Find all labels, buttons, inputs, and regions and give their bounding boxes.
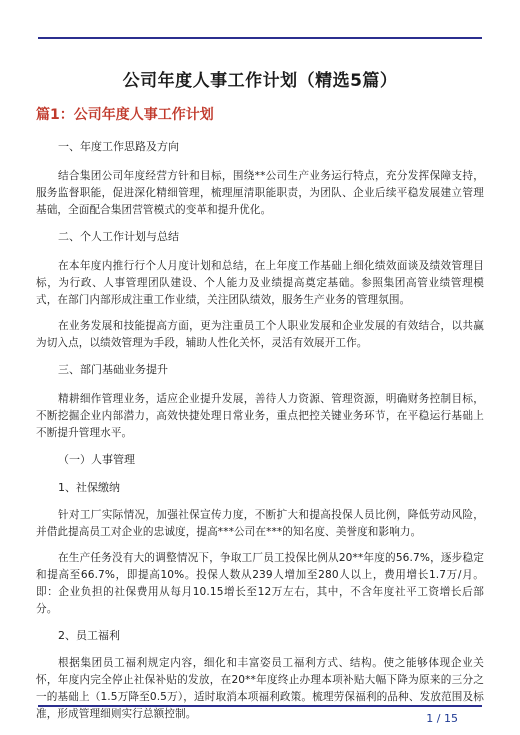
paragraph: 结合集团公司年度经营方针和目标，围绕**公司生产业务运行特点，充分发挥保障支持，服务监督职能，促进深化精细管理，梳理厘清职能职责，为团队、企业后续平稳发展建立管理基础，全面配合集团营管模式的变革和提升优化。 (36, 170, 484, 216)
paragraph: 在生产任务没有大的调整情况下，争取工厂员工投保比例从20**年度的56.7%，逐步稳定和提高至66.7%，即提高10%。投保人数从239人增加至280人以上，费用增长1.7万/月。即：企业负担的社保费用从每月10.15增长至12万左右，其中，不含年度社平工资增长后部分。 (36, 552, 484, 615)
paragraph: 在本年度内推行行个人月度计划和总结，在上年度工作基础上细化绩效面谈及绩效管理目标，为行政、人事管理团队建设、个人能力及业绩提高奠定基础。参照集团高管业绩管理模式，在部门内部形成注重工作业绩，关注团队绩效，服务生产业务的管理氛围。 (36, 260, 484, 306)
paragraph: 针对工厂实际情况，加强社保宣传力度，不断扩大和提高投保人员比例，降低劳动风险，并借此提高员工对企业的忠诚度，提高***公司在***的知名度、美誉度和影响力。 (36, 509, 484, 538)
heading-personnel-management: （一）人事管理 (58, 453, 135, 466)
heading-department-basics: 三、部门基础业务提升 (58, 363, 168, 376)
page-number: 1 / 15 (426, 712, 458, 725)
paragraph: 在业务发展和技能提高方面，更为注重员工个人职业发展和企业发展的有效结合，以共赢为切入点，以绩效管理为手段，辅助人性化关怀，灵活有效展开工作。 (36, 320, 484, 349)
section-title: 篇1：公司年度人事工作计划 (36, 107, 214, 123)
heading-employee-benefits: 2、员工福利 (58, 629, 120, 642)
document-body (36, 66, 484, 732)
paragraph: 根据集团员工福利规定内容，细化和丰富姿员工福利方式、结构。使之能够体现企业关怀，年度内完全停止社保补贴的发放，在20**年度终止办理本项补贴大幅下降为原来的三分之一的基础上（1.5万降至0.5万），适时取消本项福利政策。梳理劳保福利的品种、发放范围及标准，形成管理细则实行总额控制。 (36, 657, 484, 720)
paragraph: 精耕细作管理业务，适应企业提升发展，善待人力资源、管理资源，明确财务控制目标，不断挖掘企业内部潜力，高效快捷处理日常业务，重点把控关键业务环节，在平稳运行基础上不断提升管理水平。 (36, 393, 484, 439)
footer-rule (38, 705, 482, 707)
header-rule (38, 37, 482, 39)
heading-work-direction: 一、年度工作思路及方向 (58, 140, 179, 153)
heading-personal-plan: 二、个人工作计划与总结 (58, 230, 179, 243)
heading-social-insurance: 1、社保缴纳 (58, 481, 120, 494)
document-title: 公司年度人事工作计划（精选5篇） (122, 71, 398, 91)
